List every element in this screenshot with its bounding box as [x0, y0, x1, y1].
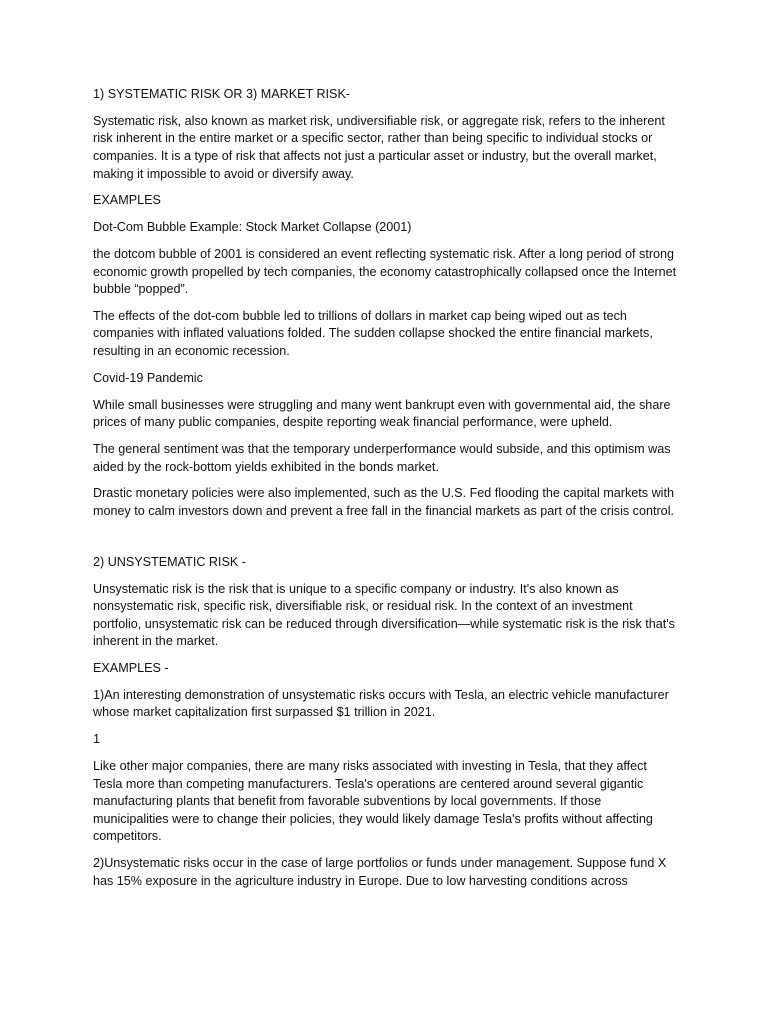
covid-paragraph-3: Drastic monetary policies were also implemented, such as the U.S. Fed flooding the capital markets with money to calm investors down and prevent a free fall in the financial markets as part of the crisis control. — [93, 486, 674, 518]
dotcom-paragraph-2: The effects of the dot-com bubble led to trillions of dollars in market cap being wiped out as tech companies with inflated valuations folded. The sudden collapse shocked the entire financial markets, resulting in an economic recession. — [93, 308, 653, 359]
dotcom-paragraph-1: the dotcom bubble of 2001 is considered an event reflecting systematic risk. After a long period of strong economic growth propelled by tech companies, the economy catastrophically collapsed once the Internet bubble “popped”. — [93, 246, 677, 297]
systematic-examples-label: EXAMPLES — [93, 193, 161, 208]
section-spacer — [93, 530, 678, 554]
dotcom-example-title: Dot-Com Bubble Example: Stock Market Collapse (2001) — [93, 220, 412, 235]
tesla-example-marker: 1 — [93, 732, 101, 747]
covid-paragraph-2: The general sentiment was that the temporary underperformance would subside, and this optimism was aided by the rock-bottom yields exhibited in the bonds market. — [93, 442, 671, 474]
covid-paragraph-1: While small businesses were struggling and many went bankrupt even with governmental aid, the share prices of many public companies, despite reporting weak financial performance, were upheld. — [93, 397, 671, 430]
section-1-heading: 1) SYSTEMATIC RISK OR 3) MARKET RISK- — [93, 87, 351, 101]
document-body — [93, 86, 678, 900]
portfolio-example-intro: 2)Unsystematic risks occur in the case of large portfolios or funds under management. Suppose fund X has 15% exposure in the agriculture industry in Europe. Due to low harvesting conditions across — [93, 856, 667, 888]
section-2-heading: 2) UNSYSTEMATIC RISK - — [93, 554, 247, 569]
tesla-example-intro: 1)An interesting demonstration of unsystematic risks occurs with Tesla, an electric vehicle manufacturer whose market capitalization first surpassed $1 trillion in 2021. — [93, 687, 669, 720]
systematic-risk-definition: Systematic risk, also known as market risk, undiversifiable risk, or aggregate risk, refers to the inherent risk inherent in the entire market or a specific sector, rather than being specific to individual stocks or companies. It is a type of risk that affects not just a particular asset or industry, but the overall market, making it impossible to avoid or diversify away. — [93, 113, 665, 181]
unsystematic-risk-definition: Unsystematic risk is the risk that is unique to a specific company or industry. It's also known as nonsystematic risk, specific risk, diversifiable risk, or residual risk. In the context of an investment portfolio, unsystematic risk can be reduced through diversification—while systematic risk is the risk that's inherent in the market. — [93, 581, 675, 649]
covid-example-title: Covid-19 Pandemic — [93, 370, 203, 385]
unsystematic-examples-label: EXAMPLES - — [93, 661, 169, 676]
tesla-example-body: Like other major companies, there are many risks associated with investing in Tesla, that they affect Tesla more than competing manufacturers. Tesla's operations are centered around several gigantic manufacturing plants that benefit from favorable subventions by local governments. If those municipalities were to change their policies, they would likely damage Tesla's profits without affecting competitors. — [93, 759, 653, 844]
